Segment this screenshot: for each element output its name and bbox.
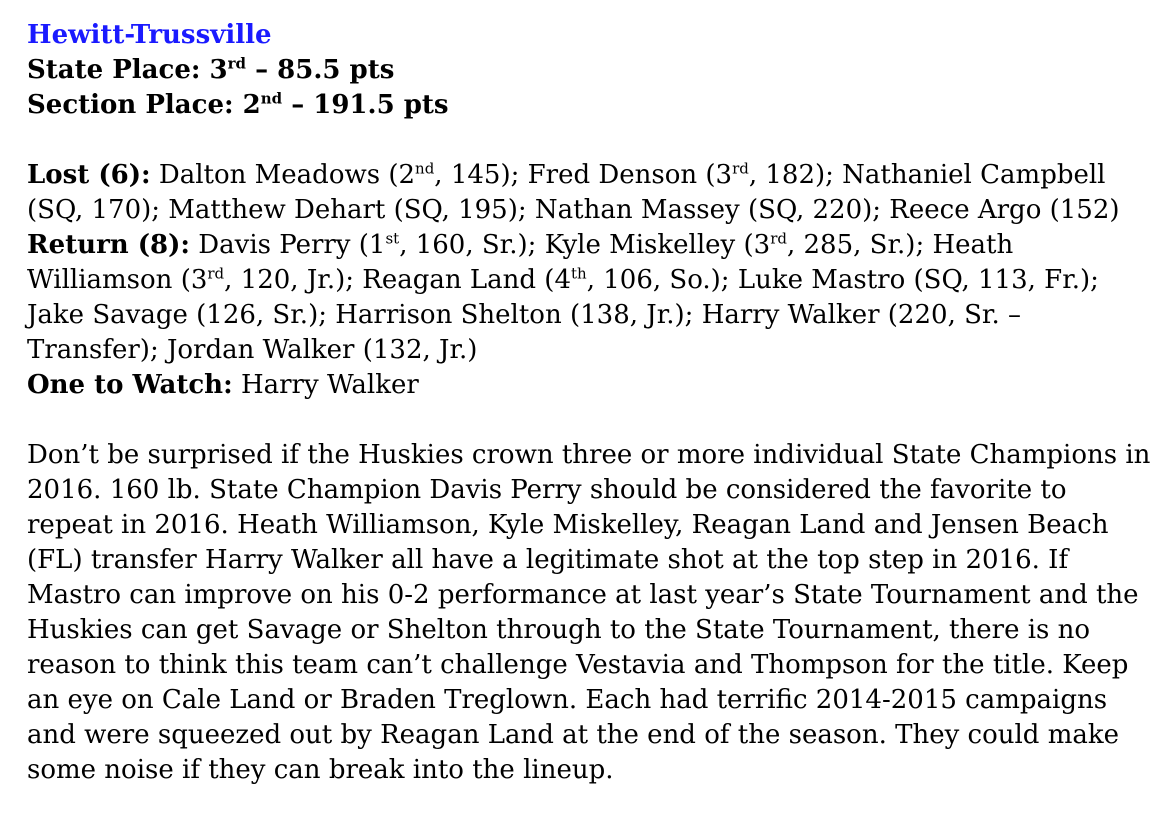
watch-label: One to Watch: [27, 370, 233, 400]
lost-line-2: (SQ, 170); Matthew Dehart (SQ, 195); Nathan Massey (SQ, 220); Reece Argo (152) [27, 195, 1120, 225]
section-place-label: Section Place: [27, 90, 243, 120]
lost-label: Lost (6): [27, 160, 151, 190]
ordinal-suffix: th [571, 264, 587, 283]
return-line-1 [27, 228, 1137, 263]
return-text: , 285, Sr.); Heath [786, 230, 1014, 260]
return-line-3: Jake Savage (126, Sr.); Harrison Shelton (138, Jr.); Harry Walker (220, Sr. – [27, 300, 1022, 330]
lost-text: Dalton Meadows (2 [150, 160, 416, 190]
ordinal-suffix: rd [732, 159, 749, 178]
ordinal-suffix: st [385, 229, 400, 248]
spacer [27, 403, 1137, 438]
paragraph-line: and were squeezed out by Reagan Land at the end of the season. They could make [27, 720, 1120, 750]
lost-text: , 182); Nathaniel Campbell [748, 160, 1106, 190]
preview-paragraph [27, 438, 1151, 788]
return-label: Return (8): [27, 230, 191, 260]
paragraph-line: an eye on Cale Land or Braden Treglown. Each had terrific 2014-2015 campaigns [27, 685, 1108, 715]
state-place-label: State Place: [27, 55, 210, 85]
return-text: , 120, Jr.); Reagan Land (4 [224, 265, 571, 295]
ordinal-suffix: nd [415, 159, 435, 178]
return-line-2 [27, 263, 1137, 298]
paragraph-line: Huskies can get Savage or Shelton through to the State Tournament, there is no [27, 615, 1091, 645]
one-to-watch [27, 368, 1137, 403]
paragraph-line: repeat in 2016. Heath Williamson, Kyle Miskelley, Reagan Land and Jensen Beach [27, 510, 1109, 540]
state-points: – 85.5 pts [246, 55, 395, 85]
section-place [27, 88, 1137, 123]
ordinal-suffix: rd [770, 229, 787, 248]
return-text: , 160, Sr.); Kyle Miskelley (3 [399, 230, 771, 260]
spacer [27, 123, 1137, 158]
return-text: , 106, So.); Luke Mastro (SQ, 113, Fr.); [586, 265, 1099, 295]
document-body [27, 18, 1151, 788]
paragraph-line: Don’t be surprised if the Huskies crown three or more individual State Champions in [27, 440, 1151, 470]
state-place-suffix: rd [227, 54, 247, 73]
return-line-4: Transfer); Jordan Walker (132, Jr.) [27, 335, 478, 365]
paragraph-line: (FL) transfer Harry Walker all have a legitimate shot at the top step in 2016. If [27, 545, 1069, 575]
return-text: Davis Perry (1 [190, 230, 386, 260]
team-name: Hewitt-Trussville [27, 20, 272, 50]
paragraph-line: some noise if they can break into the lineup. [27, 755, 614, 785]
section-points: – 191.5 pts [282, 90, 449, 120]
state-place-number: 3 [209, 55, 228, 85]
paragraph-line: reason to think this team can’t challenge Vestavia and Thompson for the title. Keep [27, 650, 1129, 680]
ordinal-suffix: rd [207, 264, 225, 283]
section-place-number: 2 [242, 90, 261, 120]
paragraph-line: 2016. 160 lb. State Champion Davis Perry should be considered the favorite to [27, 475, 1067, 505]
paragraph-line: Mastro can improve on his 0-2 performance at last year’s State Tournament and the [27, 580, 1139, 610]
lost-text: , 145); Fred Denson (3 [434, 160, 733, 190]
return-text: Williamson (3 [27, 265, 208, 295]
lost-line-1 [27, 158, 1137, 193]
section-place-suffix: nd [260, 89, 283, 108]
watch-value: Harry Walker [232, 370, 419, 400]
state-place [27, 53, 1137, 88]
